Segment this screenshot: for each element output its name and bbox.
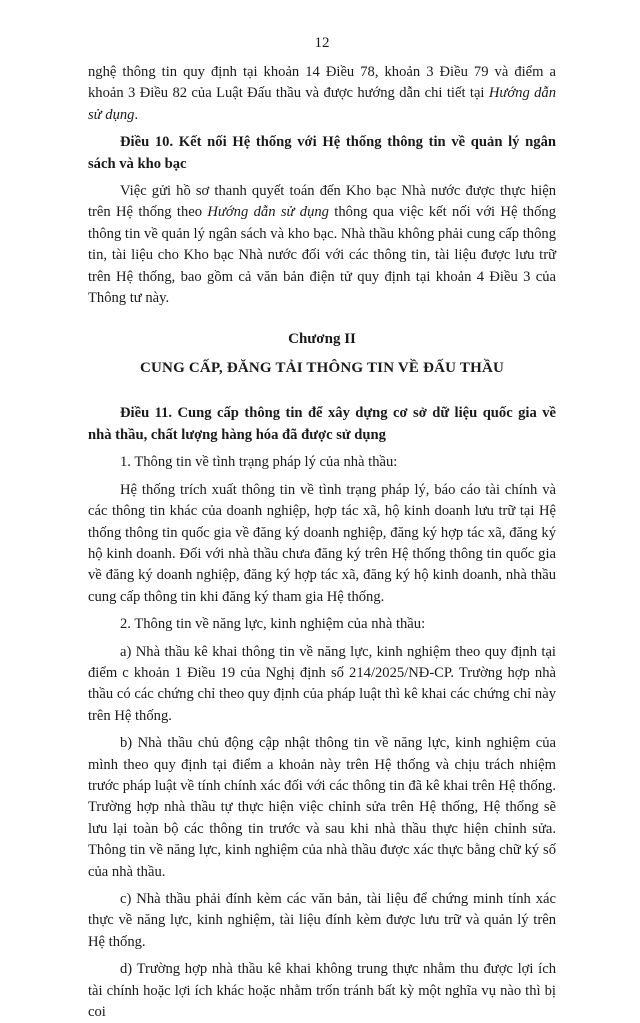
article-10-body-part1: Việc gửi hồ sơ thanh quyết toán đến Kho bạc Nhà nước được thực hiện trên Hệ thống theo: [88, 183, 556, 221]
continuation-italic: Hướng dẫn sử dụng: [88, 85, 557, 123]
continuation-text: nghệ thông tin quy định tại khoản 14 Điều 78, khoản 3 Điều 79 và điểm a khoản 3 Điều 82 của Luật Đấu thầu và được hướng dẫn chi tiết tại: [88, 64, 556, 102]
clause-1-title: 1. Thông tin về tình trạng pháp lý của nhà thầu:: [120, 454, 398, 471]
chapter-number: Chương II: [288, 331, 356, 348]
article-10-body: [88, 181, 556, 309]
continuation-paragraph: [88, 62, 556, 126]
chapter-title: CUNG CẤP, ĐĂNG TẢI THÔNG TIN VỀ ĐẤU THẦU: [139, 360, 505, 377]
point-d: d) Trường hợp nhà thầu kê khai không trung thực nhằm thu được lợi ích tài chính hoặc lợi ích khác hoặc nhằm trốn tránh bất kỳ một nghĩa vụ nào thì bị coi: [88, 961, 556, 1021]
article-11-heading: Điều 11. Cung cấp thông tin để xây dựng cơ sở dữ liệu quốc gia về nhà thầu, chất lượng hàng hóa đã được sử dụng: [88, 405, 556, 443]
point-b: b) Nhà thầu chủ động cập nhật thông tin về năng lực, kinh nghiệm của mình theo quy định tại điểm a khoản này trên Hệ thống và chịu trách nhiệm trước pháp luật về tính chính xác đối với các thông tin đã kê khai trên Hệ thống. Trường hợp nhà thầu tự thực hiện việc chỉnh sửa trên Hệ thống, Hệ thống sẽ lưu lại toàn bộ các thông tin trước và sau khi nhà thầu thực hiện chỉnh sửa. Thông tin về năng lực, kinh nghiệm của nhà thầu được xác thực bằng chữ ký số của nhà thầu.: [88, 735, 556, 880]
continuation-end: .: [134, 106, 139, 123]
point-c: c) Nhà thầu phải đính kèm các văn bản, tài liệu để chứng minh tính xác thực về năng lực, kinh nghiệm, tài liệu đính kèm được lưu trữ và quản lý trên Hệ thống.: [88, 891, 556, 950]
clause-1-body: Hệ thống trích xuất thông tin về tình trạng pháp lý, báo cáo tài chính và các thông tin khác của doanh nghiệp, hợp tác xã, hộ kinh doanh lưu trữ tại Hệ thống thông tin quốc gia về đăng ký doanh nghiệp, đăng ký hợp tác xã, đăng ký hộ kinh doanh. Đối với nhà thầu chưa đăng ký trên Hệ thống thông tin quốc gia về đăng ký doanh nghiệp, đăng ký hợp tác xã, đăng ký hộ kinh doanh, nhà thầu cung cấp thông tin khi đăng ký tham gia Hệ thống.: [88, 481, 556, 605]
clause-2-title: 2. Thông tin về năng lực, kinh nghiệm của nhà thầu:: [120, 616, 426, 633]
article-10-heading: Điều 10. Kết nối Hệ thống với Hệ thống thông tin về quản lý ngân sách và kho bạc: [88, 134, 556, 172]
article-10-body-part2: thông qua việc kết nối với Hệ thống thông tin về quản lý ngân sách và kho bạc. Nhà thầu không phải cung cấp thông tin, tài liệu cho Kho bạc Nhà nước đối với các thông tin, tài liệu được lưu trữ trên Hệ thống, bao gồm cả văn bản điện tử quy định tại khoản 4 Điều 3 của Thông tư này.: [88, 204, 556, 307]
article-10-body-italic: Hướng dẫn sử dụng: [207, 204, 329, 221]
page-number: 12: [314, 35, 330, 51]
point-a: a) Nhà thầu kê khai thông tin về năng lực, kinh nghiệm theo quy định tại điểm c khoản 1 Điều 19 của Nghị định số 214/2025/NĐ-CP. Trường hợp nhà thầu có các chứng chỉ theo quy định của pháp luật thì kê khai các chứng chỉ này trên Hệ thống.: [88, 643, 556, 724]
